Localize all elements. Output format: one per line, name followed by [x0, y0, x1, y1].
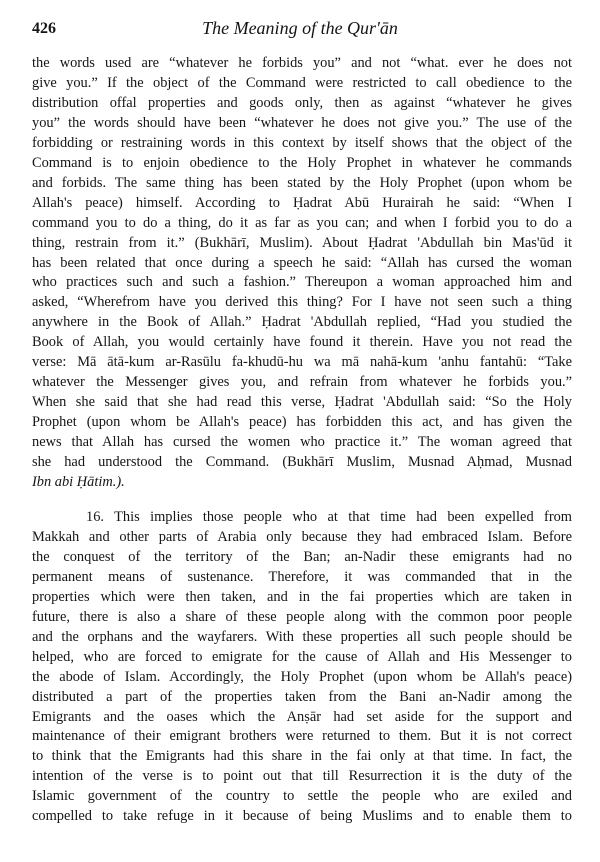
text-line: When she said that she had read this verse, Ḥadrat 'Abdullah said: “So the Holy — [32, 394, 572, 411]
text-line: Makkah and other parts of Arabia only because they had embraced Islam. Before — [32, 528, 572, 545]
text-line: forbidding or restraining words in this context by itself shows that the object of the — [32, 134, 572, 151]
text-line: Prophet (upon whom be Allah's peace) has forbidden this act, and has given the — [32, 414, 572, 431]
page-number: 426 — [32, 20, 56, 37]
paragraph-note-16 — [32, 508, 572, 827]
paragraph-commentary-15 — [32, 54, 572, 493]
text-line: future, there is also a share of these people along with the common poor people — [32, 608, 572, 625]
text-line: properties which were then taken, and in the fai properties which are taken in — [32, 588, 572, 605]
text-line: Emigrants and the oases which the Anṣār had set aside for the support and — [32, 708, 572, 725]
text-line: has been related that once during a speech he said: “Allah has cursed the woman — [32, 254, 572, 271]
text-line: news that Allah has cursed the women who practice it.” The woman agreed that — [32, 434, 572, 451]
text-line: distributed a part of the properties taken from the Bani an-Nadir among the — [32, 688, 572, 705]
text-line: anywhere in the Book of Allah.” Ḥadrat 'Abdullah replied, “Had you studied the — [32, 314, 572, 331]
text-line: who practices such and such a fashion.” Thereupon a woman approached him and — [32, 274, 572, 291]
text-line: the abode of Islam. Accordingly, the Holy Prophet (upon whom be Allah's peace) — [32, 668, 572, 685]
text-line: Allah's peace) himself. According to Ḥadrat Abū Hurairah he said: “When I — [32, 194, 572, 211]
page-header — [32, 14, 568, 42]
text-line: asked, “Wherefrom have you derived this thing? For I have not seen such a thing — [32, 294, 572, 311]
text-line: permanent means of sustenance. Therefore, it was commanded that in the — [32, 568, 572, 585]
text-line: Ibn abi Ḥātim.). — [32, 474, 125, 491]
text-line: Book of Allah, you would certainly have found it therein. Have you not read the — [32, 334, 572, 351]
text-line: and forbids. The same thing has been stated by the Holy Prophet (upon whom be — [32, 174, 572, 191]
text-line: helped, who are forced to emigrate for the cause of Allah and His Messenger to — [32, 648, 572, 665]
text-line: maintenance of their emigrant brothers were returned to them. But it is not correct — [32, 728, 572, 745]
text-line: she had understood the Command. (Bukhārī Muslim, Musnad Aḥmad, Musnad — [32, 454, 572, 471]
text-line: distribution offal properties and goods only, then as against “whatever he gives — [32, 94, 572, 111]
text-line: compelled to take refuge in it because of being Muslims and to enable them to — [32, 808, 572, 825]
running-title: The Meaning of the Qur'ān — [202, 18, 398, 38]
text-line: verse: Mā ātā-kum ar-Rasūlu fa-khudū-hu wa mā nahā-kum 'anhu fantahū: “Take — [32, 354, 572, 371]
text-line: command you to do a thing, do it as far as you can; and when I forbid you to do a — [32, 214, 572, 231]
text-line: the conquest of the territory of the Ban; an-Nadir these emigrants had no — [32, 548, 572, 565]
text-line: and the orphans and the wayfarers. With these properties all such people should be — [32, 628, 572, 645]
text-line: you” the words should have been “whatever he does not give you.” The use of the — [32, 114, 572, 131]
text-line: 16. This implies those people who at that time had been expelled from — [86, 509, 572, 525]
text-line: thing, restrain from it.” (Bukhārī, Muslim). About Ḥadrat 'Abdullah bin Mas'ūd it — [32, 234, 572, 251]
text-line: Command is to enjoin obedience to the Holy Prophet in whatever he commands — [32, 154, 572, 171]
text-line: whatever the Messenger gives you, and refrain from whatever he forbids you.” — [32, 374, 572, 391]
text-line: to think that the Emigrants had this share in the fai only at that time. In fact, the — [32, 748, 572, 765]
text-line: Islamic government of the country to settle the people who are exiled and — [32, 788, 572, 805]
text-line: intention of the verse is to point out that till Resurrection it is the duty of the — [32, 768, 572, 785]
text-line: the words used are “whatever he forbids you” and not “what. ever he does not — [32, 55, 572, 71]
text-line: give you.” If the object of the Command were restricted to call obedience to the — [32, 74, 572, 91]
